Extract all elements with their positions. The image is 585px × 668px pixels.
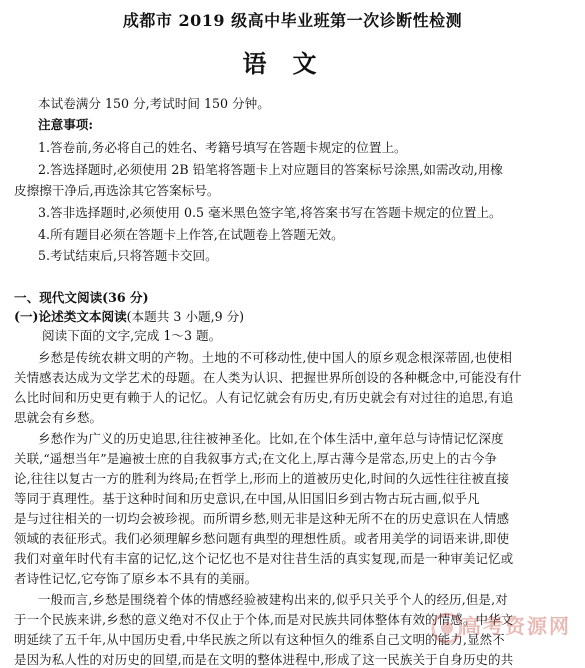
passage-line: 领域的表征形式。我们必须理解乡愁问题有典型的理想性质。或者用美学的词语来讲,即使 [14,531,510,546]
passage-line: 等同于真理性。基于这种时间和历史意识,在中国,从旧国旧乡到古物古玩古画,似乎凡 [14,491,480,506]
reading-instruction: 阅读下面的文字,完成 1～3 题。 [42,328,222,343]
note-item: 4.所有题目必须在答题卡上作答,在试题卷上答题无效。 [38,227,344,242]
passage-line: 者诗性记忆,它夸饰了原乡本不具有的美丽。 [14,571,258,586]
section-heading: 一、现代文阅读(36 分) [14,290,149,305]
watermark-text: 高考资源网 [461,614,571,638]
score-time-line: 本试卷满分 150 分,考试时间 150 分钟。 [38,96,270,111]
passage-line: 一般而言,乡愁是围绕着个体的情感经验被建构出来的,似乎只关乎个人的经历,但是,对 [38,592,508,607]
note-item: 2.答选择题时,必须使用 2B 铅笔将答题卡上对应题目的答案标号涂黑,如需改动,用橡 [38,162,503,177]
passage-line: 乡愁是传统农耕文明的产物。土地的不可移动性,使中国人的原乡观念根深蒂固,也使相 [38,350,513,365]
note-item: 3.答非选择题时,必须使用 0.5 毫米黑色签字笔,将答案书写在答题卡规定的位置上。 [38,205,502,220]
passage-line: 是因为私人性的对历史的回望,而是在文明的整体进程中,形成了这一民族关于自身历史的共 [14,652,514,667]
passage-line: 明延续了五千年,从中国历史看,中华民族之所以有这种恒久的维系自己文明的能力,显然不 [14,632,505,647]
subheading-bold: (一)论述类文本阅读 [14,309,127,324]
passage-line: 论,往往以复古一方的胜利为终局;在哲学上,形而上的道被历史化,时间的久远性往往被直接 [14,471,510,486]
subject-title: 语文 [242,49,343,78]
passage-line: 于一个民族来讲,乡愁的意义绝对不仅止于个体,而是对民族共同体整体有效的情感。中华文 [14,612,514,627]
passage-line: 乡愁作为广义的历史追思,往往被神圣化。比如,在个体生活中,童年总与诗情记忆深度 [38,431,504,446]
exam-title: 成都市 2019 级高中毕业班第一次诊断性检测 [122,11,463,30]
subheading-rest: (本题共 3 小题,9 分) [126,309,245,324]
passage-line: 思就会有乡愁。 [14,410,103,425]
passage-line: 么比时间和历史更有赖于人的记忆。人有记忆就会有历史,有历史就会有对过往的追思,有追 [14,390,514,405]
note-item: 1.答卷前,务必将自己的姓名、考籍号填写在答题卡规定的位置上。 [38,140,407,155]
note-item-continuation: 皮擦擦干净后,再选涂其它答案标号。 [14,183,220,198]
section-subheading [14,309,575,325]
passage-line: 我们对童年时代有丰富的记忆,这个记忆也不是对往昔生活的真实复现,而是一种审美记忆或 [14,551,514,566]
notice-heading: 注意事项: [38,117,94,132]
passage-line: 关联,“遥想当年”是遍被士庶的自我叙事方式;在文化上,厚古薄今是常态,历史上的古今争 [14,451,498,466]
passage-line: 关情感表达成为文学艺术的母题。在人类为认识、把握世界所创设的各种概念中,可能没有什 [14,370,522,385]
note-item: 5.考试结束后,只将答题卡交回。 [38,248,218,263]
passage-line: 是与过往相关的一切均会被珍视。而所谓乡愁,则无非是这种无所不在的历史意识在人情感 [14,511,510,526]
